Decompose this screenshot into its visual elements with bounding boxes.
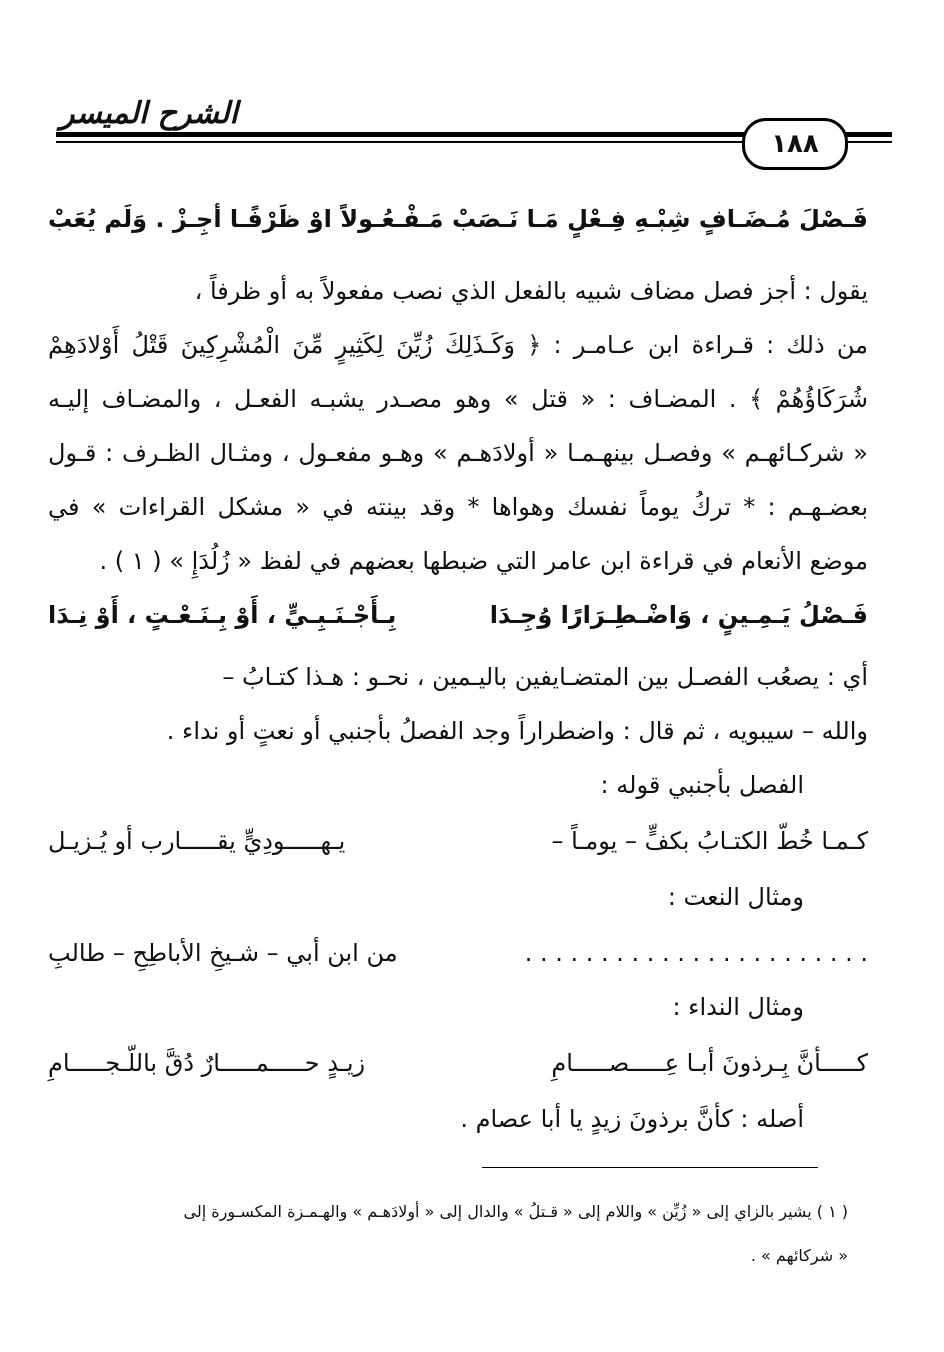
nida-intro: ومثال النداء : [672, 993, 804, 1021]
verse-5 [48, 1046, 868, 1080]
verse-3-second-hemistich: يـهـــــودِيٍّ يقـــــارب أو يُـزيـل [48, 827, 346, 855]
para-1-line-4: « شركـائهـم » وفصـل بينهـمـا « أولادَهـم » وهـو مفعـول ، ومثـال الظـرف : قـول [48, 439, 868, 467]
para-1-line-1: يقول : أجز فصل مضاف شبيه بالفعل الذي نصب مفعولاً به أو ظرفاً ، [194, 277, 868, 305]
verse-2-second-hemistich: بِـأَجْـنَـبِـيٍّ ، أَوْ بِـنَـعْـتٍ ، أَوْ نِـدَا [48, 601, 397, 629]
verse-1-second-hemistich: مَـفْـعُـولاً اوْ ظَرْفًـا أجِـزْ . وَلَم يُعَبْ [48, 205, 444, 233]
verse-5-first-hemistich: كـــــأنَّ بِـرذونَ أبـا عِـــــصـــــامِ [551, 1049, 868, 1077]
footnote-rule [482, 1167, 818, 1168]
verse-5-second-hemistich: زيـدٍ حـــــمـــــارٌ دُقَّ باللّـجـــــامِ [48, 1049, 366, 1077]
verse-4 [48, 936, 868, 970]
running-title: الشرح الميسر [60, 96, 238, 131]
foreign-intro: الفصل بأجنبي قوله : [600, 771, 804, 799]
para-1-line-3: شُرَكَاؤُهُمْ ﴾ . المضـاف : « قتل » وهو مصـدر يشبـه الفعـل ، والمضـاف إليـه [48, 385, 868, 413]
footnote-line-2: « شركائهم » . [750, 1246, 848, 1265]
footnote-line-1: ( ١ ) يشير بالزاي إلى « زُيِّن » واللام إلى « قـتلُ » والدال إلى « أولادَهـم » والهـمـزة المكسـورة إلى [183, 1202, 848, 1221]
verse-2 [48, 598, 868, 632]
naat-intro: ومثال النعت : [667, 883, 804, 911]
verse-1-first-hemistich: فَـصْلَ مُـضَـافٍ شِبْـهِ فِـعْلٍ مَـا نَـصَبْ [452, 205, 868, 233]
verse-3 [48, 824, 868, 858]
verse-3-first-hemistich: كـمـا خُطّ الكتـابُ بكفٍّ – يومـاً – [551, 827, 868, 855]
verse-2-first-hemistich: فَـصْلُ يَـمِـينٍ ، وَاضْـطِـرَارًا وُجِـدَا [489, 601, 868, 629]
para-2-line-2: والله – سيبويه ، ثم قال : واضطراراً وجد الفصلُ بأجنبي أو نعتٍ أو نداء . [166, 717, 868, 745]
para-1-line-6: موضع الأنعام في قراءة ابن عامر التي ضبطها بعضهم في لفظ « زُلُدَإِ » ( ١ ) . [99, 547, 868, 575]
origin-line: أصله : كأنَّ برذونَ زيدٍ يا أبا عصام . [460, 1105, 804, 1133]
para-1-line-5: بعضـهـم : * تركُ يوماً نفسك وهواها * وقد بينته في « مشكل القراءات » في [48, 493, 868, 521]
page-number: ١٨٨ [742, 118, 848, 170]
verse-4-first-hemistich: . . . . . . . . . . . . . . . . . . . . . . . [524, 939, 868, 967]
verse-1 [48, 202, 868, 236]
verse-4-second-hemistich: من ابن أبي – شـيخِ الأباطِحِ – طالبِ [48, 939, 398, 967]
para-2-line-1: أي : يصعُب الفصـل بين المتضـايفين باليـمين ، نحـو : هـذا كتـابُ – [222, 663, 868, 691]
para-1-line-2: من ذلك : قـراءة ابن عـامـر : ﴿ وَكَـذَلِكَ زُيِّنَ لِكَثِيرٍ مِّنَ الْمُشْرِكِينَ قَتْلُ أَوْلادَهِمْ [48, 331, 868, 359]
